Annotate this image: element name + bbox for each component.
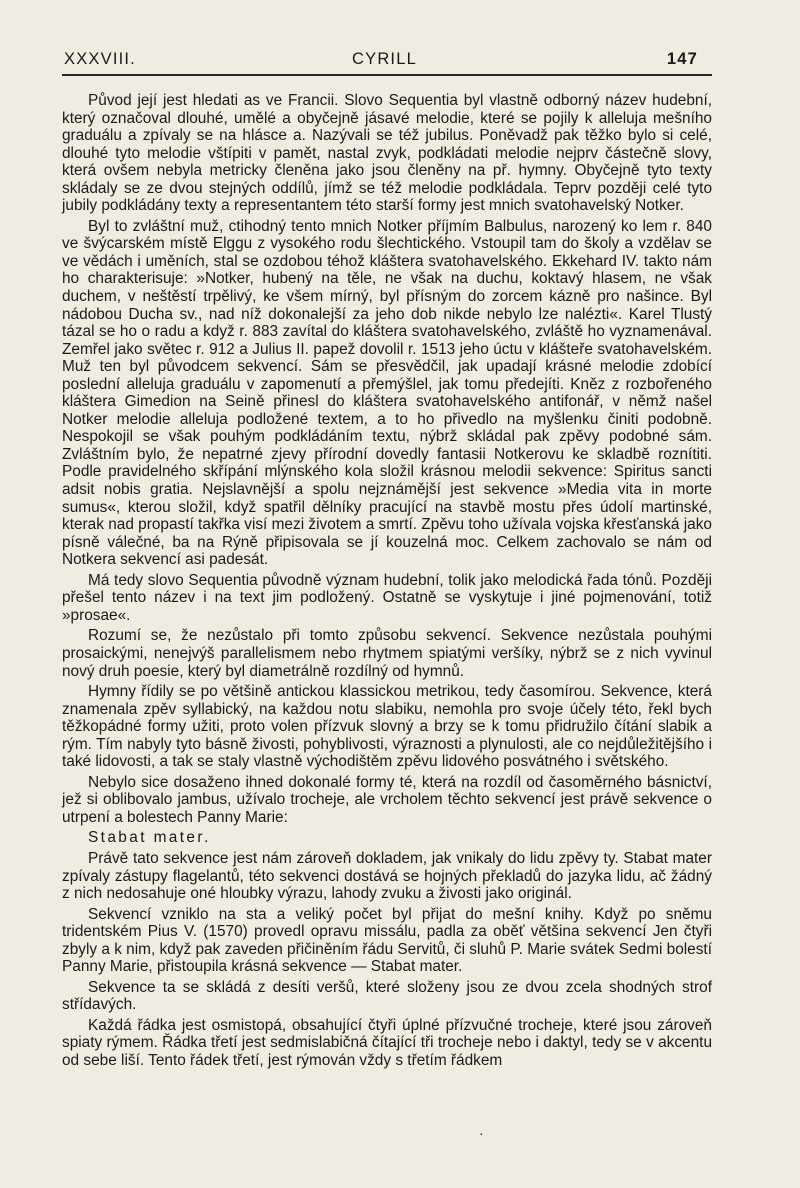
print-speck: · <box>479 1128 484 1143</box>
running-title: CYRILL <box>352 50 417 68</box>
paragraph: Sekvencí vzniklo na sta a veliký počet byl přijat do mešní knihy. Když po sněmu tridentském Pius V. (1570) provedl opravu missálu, padla za oběť většina sekvencí Jen čtyři zbyly a k nim, když pak zaveden přičiněním řádu Servitů, či sluhů P. Marie svátek Sedmi bolestí Panny Marie, přistoupila krásná sekvence — Stabat mater. <box>62 905 712 976</box>
body-text <box>62 92 712 1073</box>
paragraph: Sekvence ta se skládá z desíti veršů, které složeny jsou ze dvou zcela shodných strof střídavých. <box>62 978 712 1014</box>
paragraph: Má tedy slovo Sequentia původně význam hudební, tolik jako melodická řada tónů. Později přešel tento název i na text jim podložený. Ostatně se vyskytuje i jiné pojmenování, totiž »prosae«. <box>62 571 712 624</box>
paragraph: Hymny řídily se po většině antickou klassickou metrikou, tedy časomírou. Sekvence, která znamenala zpěv syllabický, na každou notu slabiku, nemohla pro svoje účely této, řekl bych těžkopádné formy užiti, proto volen přízvuk slovný a brzy se k tomu přidružilo čítání slabik a rým. Tím nabyly tyto básně živosti, pohyblivosti, výraznosti a plynulosti, ale co nejdůležitějšího i také lidovosti, a tak se staly vlastně východištěm zpěvu lidového posvátného i světského. <box>62 683 712 771</box>
chapter-number: XXXVIII. <box>64 50 136 68</box>
paragraph: Byl to zvláštní muž, ctihodný tento mnich Notker příjmím Balbulus, narozený ko lem r. 840 ve švýcarském místě Elggu z vysokého rodu šlechtického. Vstoupil tam do školy a vzdělav se ve vědách i uměních, stal se ozdobou téhož kláštera svatohavelského. Ekkehard IV. takto nám ho charakterisuje: »Notker, hubený na těle, ne však na duchu, koktavý hlasem, ne však duchem, v neštěstí trpělivý, ke všem mírný, byl přísným do zorcem kázně pro našince. Byl nádobou Ducha sv., nad níž dokonalejší za jeho dob nikde nebylo lze nalézti«. Karel Tlustý tázal se ho o radu a když r. 883 zavítal do kláštera svatohavelského, zvláště ho vyznamenával. Zemřel jako světec r. 912 a Julius II. papež dovolil r. 1513 jeho úctu v klášteře svatohavelském. Muž ten byl původcem sekvencí. Sám se přesvědčil, jak upadají krásné melodie zdobící poslední alleluja graduálu v zapomenutí a přemýšlel, jak tomu předejíti. Kněz z rozbořeného kláštera Gimedion na Seině přinesl do kláštera svatohavelského antifonář, v němž našel Notker melodie alleluja podložené textem, a to ho přivedlo na myšlenku činiti podobně. Nespokojil se však pouhým podkládáním textu, nýbrž skládal pak zpěvy podobné sám. Zvláštním bylo, že nepatrné zjevy přírodní dovedly fantasii Notkerovu ke skladbě roznítiti. Podle pravidelného skřípání mlýnského kola složil krásnou melodii sekvence: Spiritus sancti adsit nobis gratia. Nejslavnější a spolu nejznámější jest sekvence »Media vita in morte sumus«, kterou složil, když spatřil dělníky pracující na stavbě mostu přes údolí martinské, kterak nad propastí takřka visí mezi životem a smrtí. Zpěvu toho užívala vojska křesťanská jako písně válečné, ba na Rýně připisovala se jí kouzelná moc. Celkem zachovalo se nám od Notkera sekvencí asi padesát. <box>62 217 712 569</box>
running-header <box>62 48 712 76</box>
paragraph: Nebylo sice dosaženo ihned dokonalé formy té, která na rozdíl od časoměrného básnictví, jež si oblibovalo jambus, užívalo trocheje, ale vrcholem těchto sekvencí jest právě sekvence o utrpení a bolestech Panny Marie: <box>62 773 712 826</box>
paragraph: Právě tato sekvence jest nám zároveň dokladem, jak vnikaly do lidu zpěvy ty. Stabat mater zpívaly zástupy flagelantů, této sekvenci dostává se hojných překladů do jazyka lidu, ač žádný z nich nedosahuje oné hloubky výrazu, lahody zvuku a živosti jako originál. <box>62 849 712 903</box>
sequence-title: Stabat mater. <box>88 829 211 847</box>
paragraph: Původ její jest hledati as ve Francii. Slovo Sequentia byl vlastně odborný název hudební, který označoval dlouhé, umělé a obyčejně jásavé melodie, které se pojily k alleluja mešního graduálu a zpívaly se na hlásce a. Nazývali se též jubilus. Poněvadž pak těžko bylo si celé, dlouhé tyto melodie vštípiti v pamět, nastal zvyk, podkládati melodie nejprv částečně slovy, která ovšem nebyla metricky členěna jako jsou členěny na př. hymny. Obyčejně tyto texty skládaly se ze dvou stejných oddílů, jímž se též melodie podkládala. Teprv později celé tyto jubily podkládány texty a representantem této starší formy jest mnich svatohavelský Notker. <box>62 92 712 215</box>
paragraph: Rozumí se, že nezůstalo při tomto způsobu sekvencí. Sekvence nezůstala pouhými prosaickými, nenejvýš parallelismem nebo rhytmem spiatými veršíky, nýbrž se z nich vyvinul nový druh poesie, který byl diametrálně rozdílný od hymnů. <box>62 627 712 680</box>
paragraph: Každá řádka jest osmistopá, obsahující čtyři úplné přízvučné trocheje, které jsou zároveň spiaty rýmem. Řádka třetí jest sedmislabičná čítající tři trocheje nebo i daktyl, tedy se v akcentu od sebe liší. Tento řádek třetí, jest rýmován vždy s třetím řádkem <box>62 1016 712 1069</box>
page-number: 147 <box>666 50 698 68</box>
